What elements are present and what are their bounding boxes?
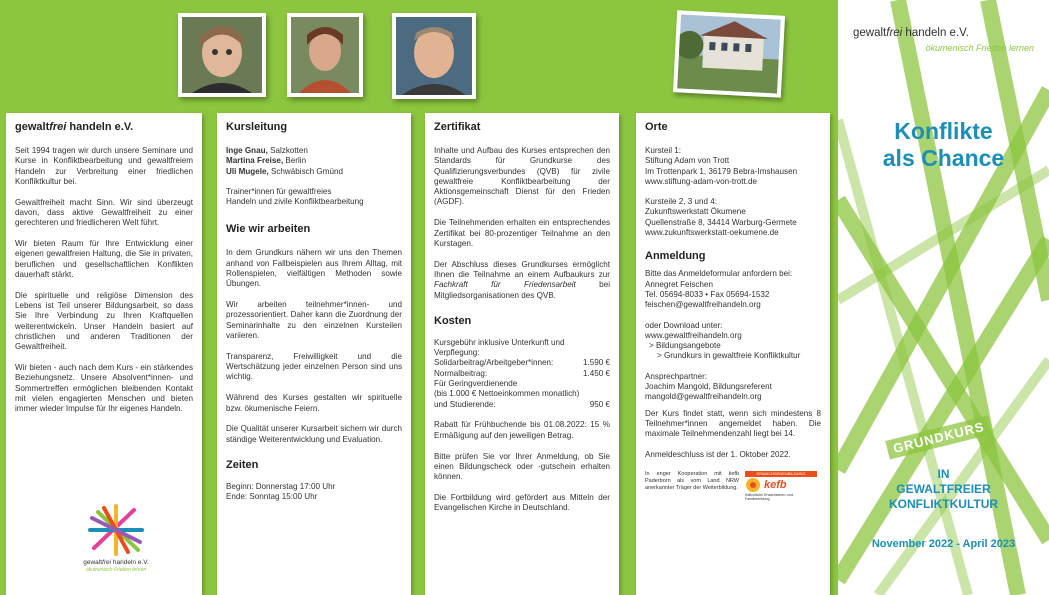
mindestteilnehmer: Der Kurs findet statt, wenn sich mindestens 8 Teilnehmer*innen angemeldet haben. Die maximale Teilnehmendenzahl liegt bei 14. <box>645 408 821 439</box>
cover-subtitle: IN GEWALTFREIER KONFLIKTKULTUR <box>888 467 999 511</box>
cost-row-2: Normalbeitrag: 1.450 € <box>434 368 610 378</box>
org-logo-icon <box>88 504 144 556</box>
about-paragraph-2: Gewaltfreiheit macht Sinn. Wir sind überzeugt davon, dass aktive Gewaltfreiheit zu einer gerechteren und friedlicheren Welt führt. <box>15 197 193 228</box>
kursteil-1: Kursteil 1: Stiftung Adam von Trott Im Trottenpark 1, 36179 Bebra-Imshausen www.stiftung-adam-von-trott.de <box>645 146 798 186</box>
cover-org-name: gewaltfrei handeln e.V. <box>853 27 969 39</box>
about-heading: gewaltfrei handeln e.V. <box>15 121 134 133</box>
leader-3: Uli Mugele, Schwäbisch Gmünd <box>226 166 343 176</box>
wie-paragraph-4: Während des Kurses gestalten wir spirituelle bzw. ökumenische Feiern. <box>226 393 402 413</box>
cost-intro: Kursgebühr inklusive Unterkunft und Verpflegung: <box>434 337 565 358</box>
anmeldung-contact: Bitte das Anmeldeformular anfordern bei: Annegret Feischen Tel. 05694-8033 • Fax 05694-1532 feischen@gewaltfreihandeln.org <box>645 269 793 310</box>
zertifikat-heading: Zertifikat <box>434 121 481 133</box>
wie-paragraph-3: Transparenz, Freiwilligkeit und die Wertschätzung jeder einzelnen Person sind uns wichtig. <box>226 351 402 382</box>
cover-title: Konflikte als Chance <box>882 118 1005 171</box>
photo-inge-gnau <box>178 13 266 97</box>
zertifikat-paragraph-2: Die Teilnehmenden erhalten ein entsprechendes Zertifikat bei 80-prozentiger Teilnahme an den Kurstagen. <box>434 218 610 248</box>
grundkurs-label: GRUNDKURS <box>885 416 992 460</box>
wie-paragraph-2: Wir arbeiten teilnehmer*innen- und prozessorientiert. Daher kann die Zuordnung der Seminarinhalte zu den einzelnen Kursteilen variieren. <box>226 300 402 341</box>
zeiten-begin: Beginn: Donnerstag 17:00 Uhr <box>226 481 336 491</box>
cost-row-1: Solidarbeitrag/Arbeitgeber*innen: 1.590 € <box>434 358 610 368</box>
foerderung-text: Die Fortbildung wird gefördert aus Mitteln der Evangelischen Kirche in Deutschland. <box>434 492 610 513</box>
zertifikat-paragraph-3: Der Abschluss dieses Grundkurses ermöglicht Ihnen die Teilnahme an einem Aufbaukurs zur Fachkraft für Friedensarbeit bei Mitgliedsorganisationen des QVB. <box>434 259 610 300</box>
kooperation <box>645 471 821 502</box>
leader-1: Inge Gnau, Salzkotten <box>226 146 308 155</box>
panel-zertifikat <box>425 113 619 595</box>
kefb-logo: ERWACHSENENBILDUNG kefb Katholische Erwachsenen- und Familienbildung <box>745 471 817 502</box>
anmeldung-heading: Anmeldung <box>645 250 706 263</box>
orte-heading: Orte <box>645 121 668 133</box>
org-logo: gewaltfrei handeln e.V. ökumenisch Frieden lernen <box>66 504 166 573</box>
photo-uli-mugele <box>392 13 476 99</box>
kursteil-2: Kursteile 2, 3 und 4: Zukunftswerkstatt Ökumene Quellenstraße 8, 34414 Warburg-Germete www.zukunftswerkstatt-oekumene.de <box>645 197 797 238</box>
about-paragraph-1: Seit 1994 tragen wir durch unsere Seminare und Kurse in Konfliktbearbeitung und gewaltfreiem Handeln zur Verbreitung einer friedlichen Konfliktkultur bei. <box>15 146 193 186</box>
cover-tagline: ökumenisch Frieden lernen <box>925 43 1034 53</box>
kooperation-text: In enger Kooperation mit kefb Paderborn als vom Land NRW anerkannter Träger der Weiterbildung. <box>645 470 739 492</box>
about-paragraph-3: Wir bieten Raum für Ihre Entwicklung einer eigenen gewaltfreien Haltung, die Sie in privaten, beruflichen und gesellschaftlichen Konflikten dauerhaft stärkt. <box>15 239 193 279</box>
panel-orte <box>636 113 830 595</box>
cost-row-3: Für Geringverdienende <box>434 379 518 389</box>
kursleitung-heading: Kursleitung <box>226 121 288 133</box>
bildungscheck-text: Bitte prüfen Sie vor Ihrer Anmeldung, ob Sie einen Bildungscheck oder -gutschein erhalten können. <box>434 451 610 482</box>
kosten-heading: Kosten <box>434 314 472 327</box>
zertifikat-paragraph-1: Inhalte und Aufbau des Kurses entsprechen den Standards für Grundkurse des Qualifizierungsverbundes (QVB) für zivile gewaltfreie Konfliktbearbeitung der Aktionsgemeinschaft Dienst für den Frieden (AGDF). <box>434 146 610 207</box>
ansprechpartner: Ansprechpartner: Joachim Mangold, Bildungsreferent mangold@gewaltfreihandeln.org <box>645 371 772 402</box>
photo-martina-freise <box>287 13 363 97</box>
about-paragraph-4: Die spirituelle und religiöse Dimension des Lebens ist Teil unserer Bildungsarbeit, so dass Sie Ihre Verbindung zu Ihren Kraftquellen weiterentwickeln. Unser Handeln basiert auf christlichen und anderen Traditionen der Gewaltfreiheit. <box>15 290 193 352</box>
wie-paragraph-1: In dem Grundkurs nähern wir uns den Themen anhand von Fallbeispielen aus Ihrem Alltag, mit Rollenspielen, vielfältigen Methoden sowie Übungen. <box>226 248 402 289</box>
cost-row-4: und Studierende: 950 € <box>434 399 610 409</box>
panel-about <box>6 113 202 595</box>
anmeldeschluss: Anmeldeschluss ist der 1. Oktober 2022. <box>645 450 791 460</box>
download-info: oder Download unter: www.gewaltfreihandeln.org > Bildungsangebote > Grundkurs in gewaltfreie Konfliktkultur <box>645 320 801 361</box>
leader-2: Martina Freise, Berlin <box>226 156 307 166</box>
cost-row-3-sub: (bis 1.000 € Nettoeinkommen monatlich) <box>434 389 580 399</box>
about-paragraph-5: Wir bieten - auch nach dem Kurs - ein stärkendes Beziehungsnetz. Unsere Absolvent*innen- und Sommertreffen ermöglichen bleibenden Kontakt mit vielen engagierten Menschen und bieten immer wieder Impulse für Ihr eigenes Handeln. <box>15 363 193 414</box>
rabatt-text: Rabatt für Frühbuchende bis 01.08.2022: 15 % Ermäßigung auf den jeweiligen Betrag. <box>434 420 610 440</box>
wie-heading: Wie wir arbeiten <box>226 223 311 236</box>
wie-paragraph-5: Die Qualität unserer Kursarbeit sichern wir durch ständige Weiterentwicklung und Evaluation. <box>226 424 402 444</box>
cover-panel <box>838 0 1049 595</box>
panel-kursleitung <box>217 113 411 595</box>
cover-dates: November 2022 - April 2023 <box>871 538 1016 550</box>
kefb-icon <box>745 477 761 493</box>
trainer-info: Trainer*innen für gewaltfreies Handeln und zivile Konfliktbearbeitung <box>226 186 364 207</box>
photo-building <box>673 10 785 98</box>
zeiten-end: Ende: Sonntag 15:00 Uhr <box>226 492 318 502</box>
zeiten-heading: Zeiten <box>226 458 259 471</box>
